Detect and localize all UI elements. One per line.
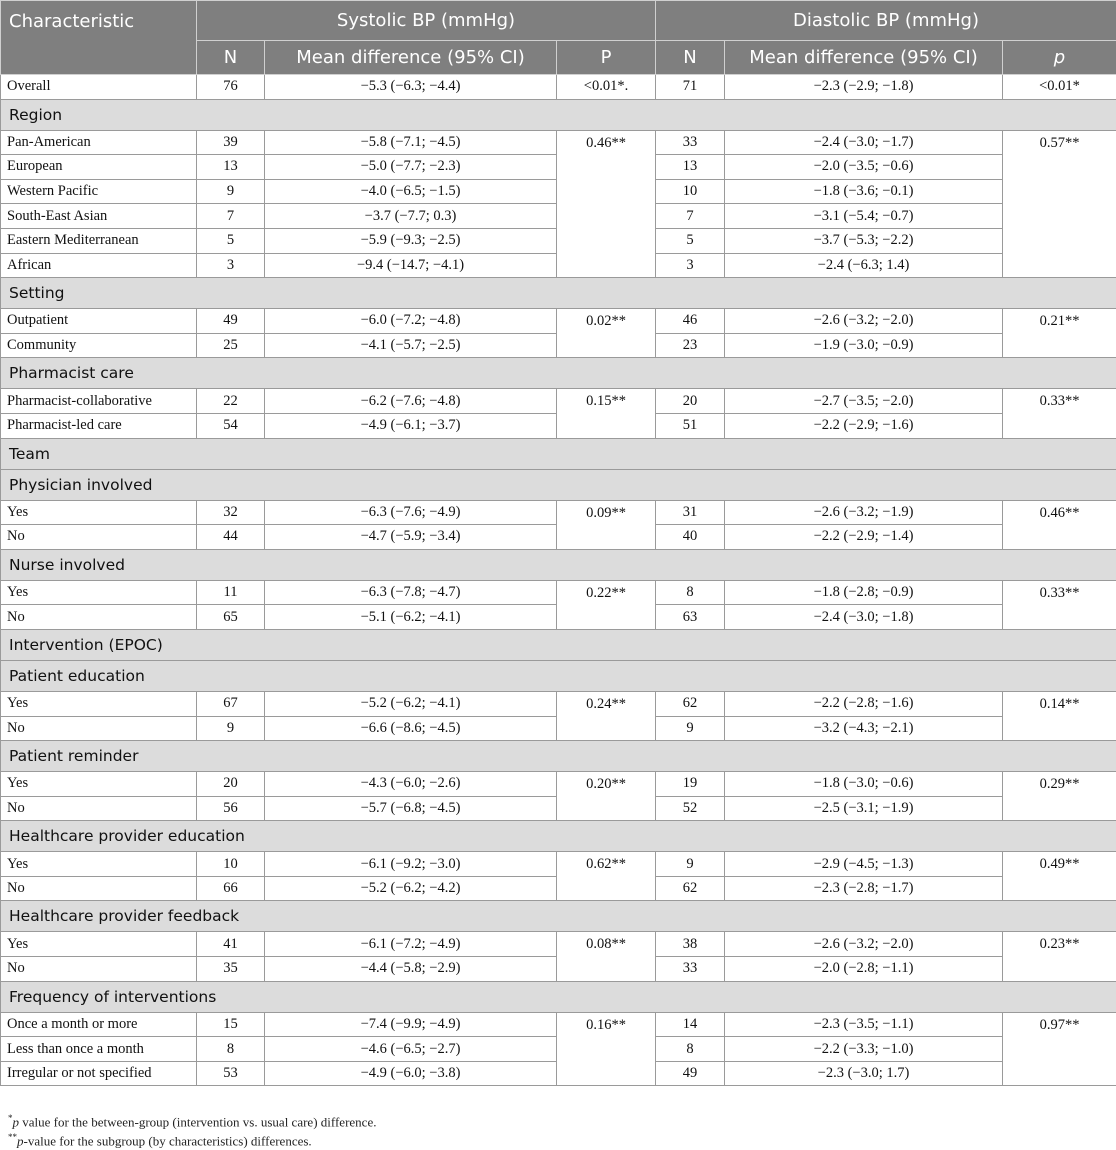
mean-diff-diastolic: −2.3 (−3.5; −1.1) (725, 1012, 1003, 1037)
n-systolic: 32 (197, 500, 265, 525)
section-title: Nurse involved (1, 549, 1116, 580)
mean-diff-systolic: −6.3 (−7.8; −4.7) (265, 580, 557, 605)
mean-diff-systolic: −6.1 (−9.2; −3.0) (265, 852, 557, 877)
section-title: Healthcare provider education (1, 821, 1116, 852)
mean-diff-diastolic: −2.2 (−2.9; −1.4) (725, 525, 1003, 550)
mean-diff-systolic: −6.2 (−7.6; −4.8) (265, 389, 557, 414)
mean-diff-systolic: −4.7 (−5.9; −3.4) (265, 525, 557, 550)
n-diastolic: 46 (656, 309, 725, 334)
n-systolic: 56 (197, 796, 265, 821)
mean-diff-diastolic: −1.8 (−3.0; −0.6) (725, 772, 1003, 797)
table-row (1, 1012, 1116, 1037)
p-systolic: 0.09** (557, 500, 656, 549)
mean-diff-diastolic: −2.6 (−3.2; −2.0) (725, 932, 1003, 957)
n-systolic: 54 (197, 413, 265, 438)
mean-diff-diastolic: −2.6 (−3.2; −1.9) (725, 500, 1003, 525)
n-diastolic: 8 (656, 1037, 725, 1062)
section-header-row (1, 469, 1116, 500)
mean-diff-diastolic: −3.7 (−5.3; −2.2) (725, 228, 1003, 253)
n-systolic: 7 (197, 204, 265, 229)
row-label: No (1, 716, 197, 741)
row-label: Less than once a month (1, 1037, 197, 1062)
mean-diff-systolic: −6.0 (−7.2; −4.8) (265, 309, 557, 334)
n-diastolic: 71 (656, 75, 725, 100)
p-systolic: 0.08** (557, 932, 656, 981)
p-diastolic: 0.14** (1003, 691, 1116, 740)
table-row (1, 130, 1116, 155)
row-label: Overall (1, 75, 197, 100)
p-systolic: 0.02** (557, 309, 656, 358)
table-header (1, 1, 1116, 75)
n-diastolic: 5 (656, 228, 725, 253)
row-label: European (1, 155, 197, 180)
mean-diff-systolic: −5.8 (−7.1; −4.5) (265, 130, 557, 155)
mean-diff-systolic: −5.3 (−6.3; −4.4) (265, 75, 557, 100)
n-systolic: 20 (197, 772, 265, 797)
table-row (1, 772, 1116, 797)
row-label: Once a month or more (1, 1012, 197, 1037)
row-label: Yes (1, 500, 197, 525)
p-systolic: 0.16** (557, 1012, 656, 1086)
mean-diff-diastolic: −2.4 (−3.0; −1.8) (725, 605, 1003, 630)
row-label: Community (1, 333, 197, 358)
mean-diff-systolic: −7.4 (−9.9; −4.9) (265, 1012, 557, 1037)
p-systolic: 0.22** (557, 580, 656, 629)
footnote-2-mark: ** (8, 1132, 17, 1142)
row-label: Pharmacist-led care (1, 413, 197, 438)
mean-diff-systolic: −9.4 (−14.7; −4.1) (265, 253, 557, 278)
row-label: Pan-American (1, 130, 197, 155)
header-characteristic: Characteristic (1, 1, 197, 75)
section-title: Setting (1, 278, 1116, 309)
p-diastolic: 0.23** (1003, 932, 1116, 981)
mean-diff-diastolic: −3.1 (−5.4; −0.7) (725, 204, 1003, 229)
n-diastolic: 3 (656, 253, 725, 278)
section-title: Pharmacist care (1, 358, 1116, 389)
mean-diff-systolic: −4.3 (−6.0; −2.6) (265, 772, 557, 797)
header-n-diastolic: N (656, 41, 725, 75)
section-title: Patient education (1, 660, 1116, 691)
mean-diff-diastolic: −1.8 (−2.8; −0.9) (725, 580, 1003, 605)
header-systolic: Systolic BP (mmHg) (197, 1, 656, 41)
section-header-row (1, 358, 1116, 389)
p-diastolic: 0.49** (1003, 852, 1116, 901)
table-row (1, 580, 1116, 605)
n-systolic: 41 (197, 932, 265, 957)
p-systolic: 0.62** (557, 852, 656, 901)
n-diastolic: 20 (656, 389, 725, 414)
row-label: Irregular or not specified (1, 1061, 197, 1086)
n-systolic: 10 (197, 852, 265, 877)
section-header-row (1, 741, 1116, 772)
mean-diff-diastolic: −2.9 (−4.5; −1.3) (725, 852, 1003, 877)
row-label: No (1, 957, 197, 982)
row-label: Western Pacific (1, 179, 197, 204)
row-label: South-East Asian (1, 204, 197, 229)
footnote-2-text: -value for the subgroup (by characteristics) differences. (23, 1133, 312, 1149)
p-diastolic: 0.29** (1003, 772, 1116, 821)
section-header-row (1, 99, 1116, 130)
section-title: Region (1, 99, 1116, 130)
mean-diff-systolic: −6.3 (−7.6; −4.9) (265, 500, 557, 525)
footnote-1 (8, 1113, 376, 1130)
n-systolic: 5 (197, 228, 265, 253)
row-label: No (1, 605, 197, 630)
mean-diff-diastolic: −3.2 (−4.3; −2.1) (725, 716, 1003, 741)
header-p-systolic: P (557, 41, 656, 75)
p-diastolic: 0.97** (1003, 1012, 1116, 1086)
mean-diff-systolic: −5.0 (−7.7; −2.3) (265, 155, 557, 180)
mean-diff-diastolic: −2.7 (−3.5; −2.0) (725, 389, 1003, 414)
mean-diff-diastolic: −2.2 (−2.8; −1.6) (725, 691, 1003, 716)
n-diastolic: 51 (656, 413, 725, 438)
n-systolic: 13 (197, 155, 265, 180)
n-systolic: 44 (197, 525, 265, 550)
header-diastolic: Diastolic BP (mmHg) (656, 1, 1116, 41)
n-diastolic: 52 (656, 796, 725, 821)
section-title: Physician involved (1, 469, 1116, 500)
p-systolic: 0.15** (557, 389, 656, 438)
section-header-row (1, 821, 1116, 852)
mean-diff-diastolic: −2.3 (−2.8; −1.7) (725, 876, 1003, 901)
p-diastolic: 0.21** (1003, 309, 1116, 358)
mean-diff-diastolic: −1.8 (−3.6; −0.1) (725, 179, 1003, 204)
mean-diff-diastolic: −2.5 (−3.1; −1.9) (725, 796, 1003, 821)
mean-diff-systolic: −4.1 (−5.7; −2.5) (265, 333, 557, 358)
table-row (1, 500, 1116, 525)
p-diastolic: <0.01* (1003, 75, 1116, 100)
section-title: Team (1, 438, 1116, 469)
n-diastolic: 31 (656, 500, 725, 525)
row-label: No (1, 876, 197, 901)
n-systolic: 11 (197, 580, 265, 605)
mean-diff-systolic: −4.9 (−6.0; −3.8) (265, 1061, 557, 1086)
mean-diff-diastolic: −2.3 (−3.0; 1.7) (725, 1061, 1003, 1086)
n-diastolic: 33 (656, 130, 725, 155)
row-label: Pharmacist-collaborative (1, 389, 197, 414)
n-diastolic: 19 (656, 772, 725, 797)
footnote-1-p: p (12, 1114, 19, 1130)
table-row-overall (1, 75, 1116, 100)
n-diastolic: 7 (656, 204, 725, 229)
n-diastolic: 49 (656, 1061, 725, 1086)
p-diastolic: 0.57** (1003, 130, 1116, 278)
n-diastolic: 40 (656, 525, 725, 550)
n-diastolic: 62 (656, 876, 725, 901)
n-diastolic: 9 (656, 716, 725, 741)
mean-diff-diastolic: −2.4 (−3.0; −1.7) (725, 130, 1003, 155)
mean-diff-systolic: −4.4 (−5.8; −2.9) (265, 957, 557, 982)
table-row (1, 932, 1116, 957)
row-label: Yes (1, 691, 197, 716)
row-label: Eastern Mediterranean (1, 228, 197, 253)
mean-diff-diastolic: −2.0 (−3.5; −0.6) (725, 155, 1003, 180)
mean-diff-diastolic: −2.3 (−2.9; −1.8) (725, 75, 1003, 100)
section-title: Patient reminder (1, 741, 1116, 772)
table-row (1, 389, 1116, 414)
section-title: Healthcare provider feedback (1, 901, 1116, 932)
footnote-2-p: p (17, 1133, 24, 1149)
section-header-row (1, 438, 1116, 469)
row-label: African (1, 253, 197, 278)
n-systolic: 66 (197, 876, 265, 901)
n-diastolic: 23 (656, 333, 725, 358)
n-systolic: 39 (197, 130, 265, 155)
section-header-row (1, 901, 1116, 932)
mean-diff-diastolic: −2.2 (−3.3; −1.0) (725, 1037, 1003, 1062)
mean-diff-systolic: −5.9 (−9.3; −2.5) (265, 228, 557, 253)
mean-diff-systolic: −5.1 (−6.2; −4.1) (265, 605, 557, 630)
n-systolic: 35 (197, 957, 265, 982)
n-systolic: 9 (197, 716, 265, 741)
table-row (1, 852, 1116, 877)
n-systolic: 8 (197, 1037, 265, 1062)
mean-diff-systolic: −4.0 (−6.5; −1.5) (265, 179, 557, 204)
mean-diff-systolic: −5.7 (−6.8; −4.5) (265, 796, 557, 821)
table-body (1, 75, 1116, 1086)
section-header-row (1, 660, 1116, 691)
section-header-row (1, 981, 1116, 1012)
n-systolic: 53 (197, 1061, 265, 1086)
row-label: Yes (1, 932, 197, 957)
section-header-row (1, 629, 1116, 660)
mean-diff-systolic: −6.6 (−8.6; −4.5) (265, 716, 557, 741)
n-systolic: 49 (197, 309, 265, 334)
mean-diff-systolic: −4.9 (−6.1; −3.7) (265, 413, 557, 438)
footnote-1-text: value for the between-group (intervention vs. usual care) difference. (19, 1114, 377, 1130)
mean-diff-systolic: −5.2 (−6.2; −4.1) (265, 691, 557, 716)
n-systolic: 25 (197, 333, 265, 358)
section-title: Frequency of interventions (1, 981, 1116, 1012)
footnote-1-mark: * (8, 1113, 13, 1123)
section-header-row (1, 549, 1116, 580)
row-label: Outpatient (1, 309, 197, 334)
header-p-diastolic: p (1003, 41, 1116, 75)
n-diastolic: 9 (656, 852, 725, 877)
section-header-row (1, 278, 1116, 309)
n-systolic: 15 (197, 1012, 265, 1037)
row-label: Yes (1, 772, 197, 797)
table-row (1, 309, 1116, 334)
p-systolic: <0.01*. (557, 75, 656, 100)
n-diastolic: 10 (656, 179, 725, 204)
p-diastolic: 0.46** (1003, 500, 1116, 549)
n-systolic: 65 (197, 605, 265, 630)
n-systolic: 67 (197, 691, 265, 716)
n-systolic: 9 (197, 179, 265, 204)
p-diastolic: 0.33** (1003, 389, 1116, 438)
n-diastolic: 14 (656, 1012, 725, 1037)
mean-diff-diastolic: −2.0 (−2.8; −1.1) (725, 957, 1003, 982)
mean-diff-systolic: −6.1 (−7.2; −4.9) (265, 932, 557, 957)
row-label: No (1, 796, 197, 821)
table-row (1, 691, 1116, 716)
p-systolic: 0.46** (557, 130, 656, 278)
n-diastolic: 8 (656, 580, 725, 605)
row-label: Yes (1, 852, 197, 877)
mean-diff-diastolic: −2.6 (−3.2; −2.0) (725, 309, 1003, 334)
row-label: Yes (1, 580, 197, 605)
mean-diff-diastolic: −1.9 (−3.0; −0.9) (725, 333, 1003, 358)
header-mean-diff-systolic: Mean difference (95% CI) (265, 41, 557, 75)
section-title: Intervention (EPOC) (1, 629, 1116, 660)
n-diastolic: 62 (656, 691, 725, 716)
header-mean-diff-diastolic: Mean difference (95% CI) (725, 41, 1003, 75)
mean-diff-systolic: −3.7 (−7.7; 0.3) (265, 204, 557, 229)
n-diastolic: 38 (656, 932, 725, 957)
mean-diff-systolic: −4.6 (−6.5; −2.7) (265, 1037, 557, 1062)
n-systolic: 22 (197, 389, 265, 414)
n-systolic: 3 (197, 253, 265, 278)
p-systolic: 0.20** (557, 772, 656, 821)
row-label: No (1, 525, 197, 550)
n-diastolic: 33 (656, 957, 725, 982)
p-systolic: 0.24** (557, 691, 656, 740)
p-diastolic: 0.33** (1003, 580, 1116, 629)
n-diastolic: 13 (656, 155, 725, 180)
mean-diff-diastolic: −2.4 (−6.3; 1.4) (725, 253, 1003, 278)
n-diastolic: 63 (656, 605, 725, 630)
footnote-2 (8, 1132, 312, 1149)
mean-diff-systolic: −5.2 (−6.2; −4.2) (265, 876, 557, 901)
header-n-systolic: N (197, 41, 265, 75)
mean-diff-diastolic: −2.2 (−2.9; −1.6) (725, 413, 1003, 438)
n-systolic: 76 (197, 75, 265, 100)
